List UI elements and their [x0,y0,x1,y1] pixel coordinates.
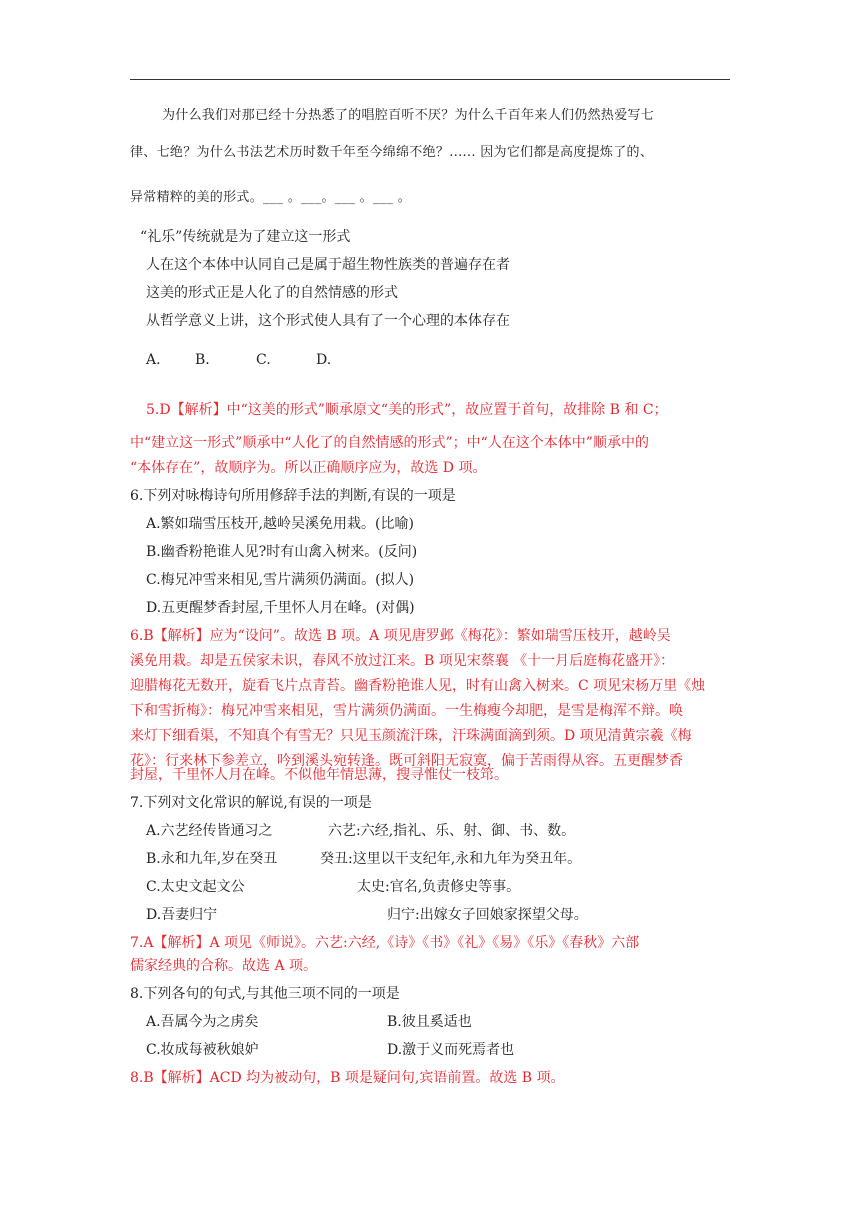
question-6-option-b: B.幽香粉艳谁人见?时有山禽入树来。(反问) [146,544,418,560]
question-7-option-b-explanation: 癸丑:这里以干支纪年,永和九年为癸丑年。 [320,851,582,867]
question-8-stem: 8.下列各句的句式,与其他三项不同的一项是 [130,986,400,1002]
question-6-stem: 6.下列对咏梅诗句所用修辞手法的判断,有误的一项是 [130,488,456,504]
passage-line-1: 为什么我们对那已经十分热悉了的唱腔百听不厌？为什么千百年来人们仍然热爱写七 [162,108,655,123]
question-7-option-d-explanation: 归宁:出嫁女子回娘家探望父母。 [387,907,588,923]
question-7-option-a: A.六艺经传皆通习之 [146,823,273,839]
question-7-option-c-explanation: 太史:官名,负责修史等事。 [357,879,521,895]
answer-7-line-1: 7.A【解析】A 项见《师说》。六艺:六经,《诗》《书》《礼》《易》《乐》《春秋》六部 [130,935,640,951]
question-6-option-d: D.五更醒梦香封屋,千里怀人月在峰。(对偶) [146,600,415,616]
answer-6-line-6: 花》：行来林下参差立，吟到溪头宛转逢。既可斜阳无寂寞，偏于苦雨得从容。五更醒梦香 [130,753,683,769]
question-7-option-c: C.太史文起文公 [146,879,245,895]
sentence-4: 从哲学意义上讲，这个形式使人具有了一个心理的本体存在 [146,313,510,329]
answer-6-line-7: 封屋，千里怀人月在峰。不似他年情思薄，搜寻惟仗一枝筇。 [130,767,508,783]
answer-8-line-1: 8.B【解析】ACD 均为被动句，B 项是疑问句,宾语前置。故选 B 项。 [130,1070,565,1086]
passage-line-3: 异常精粹的美的形式。___ 。___。___ 。___ 。 [130,190,412,205]
answer-6-line-2: 溪免用栽。却是五侯家未识，春风不放过江来。B 项见宋蔡襄 《十一月后庭梅花盛开》： [130,653,675,669]
answer-6-line-1: 6.B【解析】应为“设问”。故选 B 项。A 项见唐罗邺《梅花》：繁如瑞雪压枝开，越岭吴 [130,628,671,644]
question-7-option-b: B.永和九年,岁在癸丑 [146,851,278,867]
question-8-option-d: D.激于义而死焉者也 [387,1042,515,1058]
question-7-option-a-explanation: 六艺:六经,指礼、乐、射、御、书、数。 [328,823,576,839]
header-rule [130,79,730,80]
sentence-2: 人在这个本体中认同自己是属于超生物性族类的普遍存在者 [146,257,510,273]
passage-line-2: 律、七绝？为什么书法艺术历时数千年至今绵绵不绝？...... 因为它们都是高度提炼了的、 [130,145,654,160]
question-8-option-a: A.吾属今为之虏矣 [146,1014,259,1030]
sentence-1: “礼乐”传统就是为了建立这一形式 [140,229,351,245]
sentence-3: 这美的形式正是人化了的自然情感的形式 [146,285,398,301]
q5-option-d: D. [316,352,332,368]
answer-6-line-5: 来灯下细看渠，不知真个有雪无？只见玉颜流汗珠，汗珠满面滴到须。D 项见清黄宗羲《梅 [130,728,692,744]
q5-option-b: B. [195,352,210,368]
question-6-option-a: A.繁如瑞雪压枝开,越岭吴溪免用栽。(比喻) [146,516,414,532]
answer-7-line-2: 儒家经典的合称。故选 A 项。 [130,958,318,974]
q5-option-c: C. [256,352,271,368]
question-7-stem: 7.下列对文化常识的解说,有误的一项是 [130,795,372,811]
answer-6-line-4: 下和雪折梅》：梅兄冲雪来相见，雪片满须仍满面。一生梅瘦今却肥，是雪是梅浑不辩。唤 [130,703,683,719]
answer-5-line-2: 中“建立这一形式”顺承中“人化了的自然情感的形式”；中“人在这个本体中”顺承中的 [130,435,649,451]
question-8-option-b: B.彼且奚适也 [387,1014,472,1030]
question-6-option-c: C.梅兄冲雪来相见,雪片满须仍满面。(拟人) [146,572,415,588]
question-7-option-d: D.吾妻归宁 [146,907,218,923]
question-8-option-c: C.妆成每被秋娘妒 [146,1042,259,1058]
q5-option-a: A. [146,352,161,368]
answer-5-line-1: 5.D【解析】中“这美的形式”顺承原文“美的形式”，故应置于首句，故排除 B 和 C； [146,402,668,418]
answer-5-line-3: “本体存在”，故顺序为。所以正确顺序应为，故选 D 项。 [130,460,487,476]
answer-6-line-3: 迎腊梅花无数开，旋看飞片点青苔。幽香粉艳谁人见，时有山禽入树来。C 项见宋杨万里《烛 [130,678,706,694]
